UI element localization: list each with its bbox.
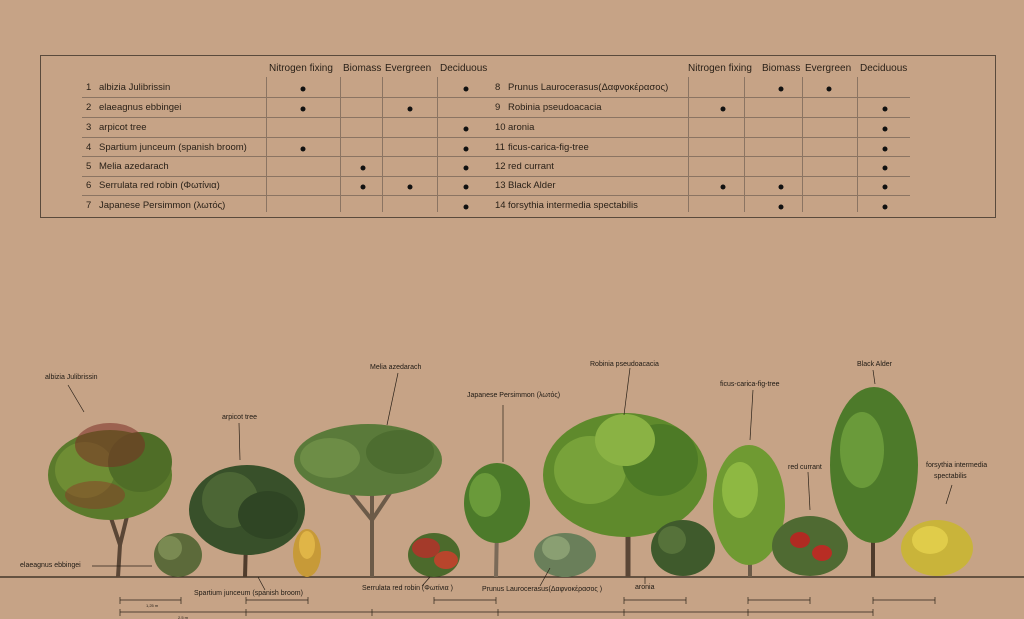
label-elaeagnus: elaeagnus ebbingei: [20, 562, 81, 569]
left-row-number: 2: [86, 102, 92, 113]
left-row-name: albizia Julibrissin: [99, 82, 171, 93]
label-apricot: arpicot tree: [222, 414, 258, 421]
header-right-2: Evergreen: [805, 63, 852, 74]
apricot-tree-illustration: [189, 465, 305, 577]
ficus-tree-illustration: [713, 445, 785, 577]
left-row-name: elaeagnus ebbingei: [99, 102, 182, 113]
left-row-number: 5: [86, 161, 92, 172]
right-row-name: forsythia intermedia spectabilis: [508, 200, 638, 211]
scale-label-small: 1,25 m: [146, 603, 159, 608]
label-spartium: Spartium junceum (spanish broom): [194, 590, 303, 597]
right-row-number: 14: [495, 200, 506, 211]
header-right-3: Deciduous: [860, 63, 908, 74]
left-row-name: Serrulata red robin (Φωτίνια): [99, 180, 220, 191]
label-red-currant: red currant: [788, 464, 822, 471]
right-row-name: Prunus Laurocerasus(Δαφνοκέρασος): [508, 82, 669, 93]
forsythia-shrub-illustration: [901, 520, 973, 576]
right-row-number: 11: [495, 142, 505, 153]
header-left-3: Deciduous: [440, 63, 488, 74]
label-prunus: Prunus Laurocerasus(Δαφνοκέρασος ): [482, 586, 603, 593]
header-left-1: Biomass: [343, 63, 382, 74]
right-row-name: Black Alder: [508, 180, 556, 191]
label-ficus: ficus-carica-fig-tree: [720, 381, 780, 388]
spartium-shrub-illustration: [293, 529, 321, 577]
scale-label-large: 2,5 m: [178, 615, 189, 619]
label-persimmon: Japanese Persimmon (λωτός): [467, 392, 561, 399]
serrulata-shrub-illustration: [408, 533, 460, 577]
persimmon-tree-illustration: [464, 463, 530, 577]
right-row-number: 12: [495, 161, 506, 172]
label-albizia: albizia Julibrissin: [45, 374, 98, 381]
elaeagnus-shrub-illustration: [154, 533, 202, 577]
right-row-name: aronia: [508, 122, 535, 133]
label-robinia: Robinia pseudoacacia: [590, 361, 659, 368]
header-right-1: Biomass: [762, 63, 801, 74]
label-serrulata: Serrulata red robin (Φωτίνια ): [362, 585, 453, 592]
right-row-name: Robinia pseudoacacia: [508, 102, 602, 113]
right-row-name: red currant: [508, 161, 554, 172]
left-row-number: 6: [86, 180, 92, 191]
label-aronia: aronia: [635, 584, 655, 591]
header-left-2: Evergreen: [385, 63, 432, 74]
left-row-number: 3: [86, 122, 92, 133]
left-row-name: Melia azedarach: [99, 161, 169, 172]
left-row-number: 7: [86, 200, 92, 211]
left-row-name: Japanese Persimmon (λωτός): [99, 200, 226, 211]
albizia-tree-illustration: [48, 423, 172, 577]
label-forsythia-line2: spectabilis: [934, 473, 967, 480]
label-melia: Melia azedarach: [370, 364, 422, 371]
left-row-name: arpicot tree: [99, 122, 147, 133]
right-row-number: 8: [495, 82, 501, 93]
left-row-name: Spartium junceum (spanish broom): [99, 142, 247, 153]
left-row-number: 1: [86, 82, 92, 93]
right-row-name: ficus-carica-fig-tree: [508, 142, 589, 153]
header-left-0: Nitrogen fixing: [269, 63, 333, 74]
right-row-number: 9: [495, 102, 501, 113]
right-row-number: 10: [495, 122, 506, 133]
left-row-number: 4: [86, 142, 92, 153]
aronia-shrub-illustration: [651, 520, 715, 576]
label-forsythia-line1: forsythia intermedia: [926, 462, 988, 469]
scale-bars: [120, 597, 935, 616]
header-right-0: Nitrogen fixing: [688, 63, 752, 74]
red-currant-shrub-illustration: [772, 516, 848, 576]
right-row-number: 13: [495, 180, 506, 191]
prunus-shrub-illustration: [534, 533, 596, 577]
label-black-alder: Black Alder: [857, 361, 893, 368]
